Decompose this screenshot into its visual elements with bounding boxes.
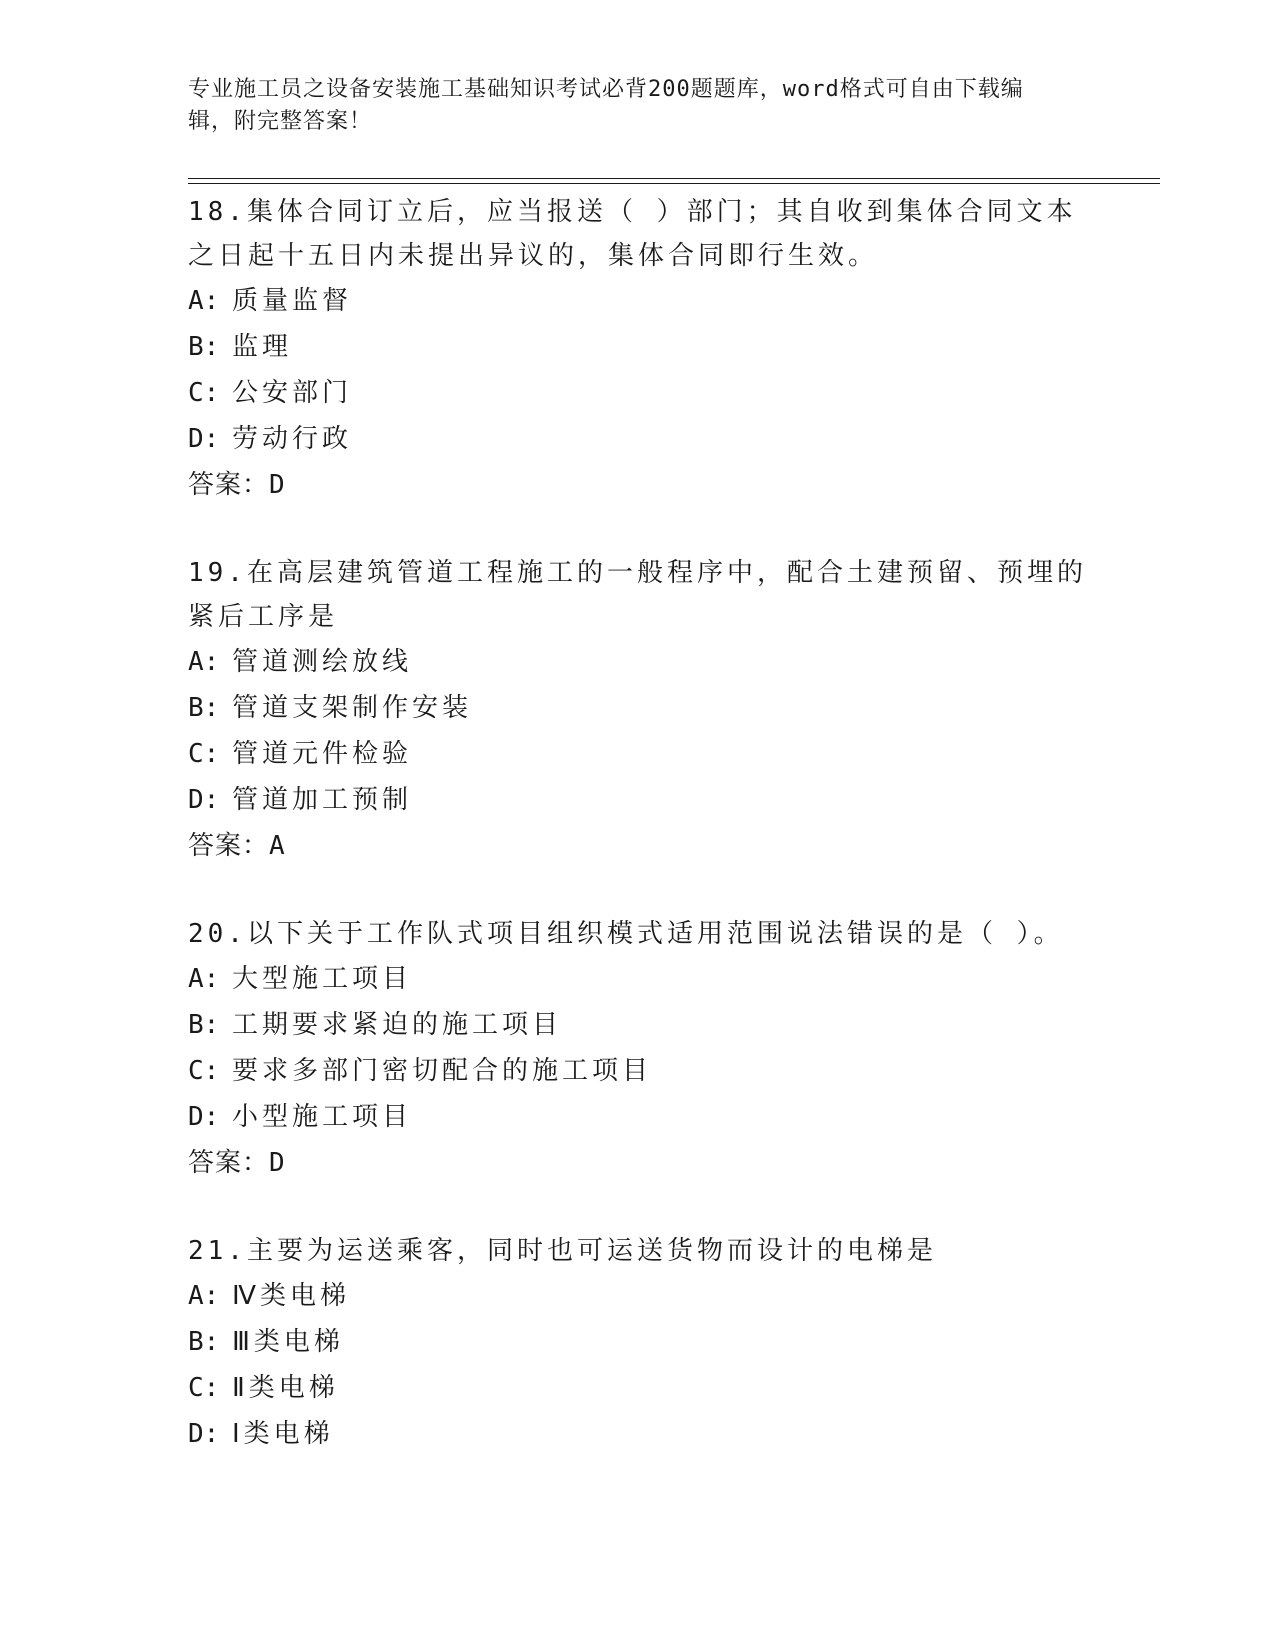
option-b: [188, 685, 1088, 731]
option-b: [188, 324, 1088, 370]
option-letter: C:: [188, 739, 220, 769]
answer-line: 答案：D: [188, 1148, 286, 1178]
answer-line: 答案：D: [188, 470, 286, 500]
option-d: [188, 777, 1088, 823]
option-letter: D:: [188, 1102, 220, 1132]
option-letter: D:: [188, 785, 220, 815]
option-d: [188, 416, 1088, 462]
question-text: 21.主要为运送乘客，同时也可运送货物而设计的电梯是: [188, 1236, 937, 1266]
question-18: [188, 190, 1088, 508]
question-19: [188, 551, 1088, 869]
option-text: 管道支架制作安装: [232, 693, 473, 723]
option-c: [188, 370, 1088, 416]
option-letter: A:: [188, 647, 220, 677]
question-text: 18.集体合同订立后，应当报送（ ）部门；其自收到集体合同文本之日起十五日内未提出异议的，集体合同即行生效。: [188, 197, 1077, 271]
option-text: Ⅱ类电梯: [232, 1373, 339, 1403]
option-a: [188, 278, 1088, 324]
option-text: 管道测绘放线: [232, 647, 413, 677]
option-text: 大型施工项目: [232, 964, 413, 994]
option-a: [188, 956, 1088, 1002]
option-text: Ⅳ类电梯: [232, 1281, 350, 1311]
option-letter: A:: [188, 964, 220, 994]
option-text: 小型施工项目: [232, 1102, 413, 1132]
option-text: Ⅰ类电梯: [232, 1419, 334, 1449]
option-text: 工期要求紧迫的施工项目: [232, 1010, 563, 1040]
option-c: [188, 731, 1088, 777]
option-text: 质量监督: [232, 286, 353, 316]
option-letter: C:: [188, 1373, 220, 1403]
option-text: 监理: [232, 332, 293, 362]
option-d: [188, 1411, 1088, 1457]
option-a: [188, 639, 1088, 685]
option-d: [188, 1094, 1088, 1140]
option-c: [188, 1365, 1088, 1411]
option-a: [188, 1273, 1088, 1319]
option-text: 劳动行政: [232, 424, 353, 454]
option-text: 公安部门: [232, 378, 353, 408]
question-text: 20.以下关于工作队式项目组织模式适用范围说法错误的是（ ）。: [188, 919, 1064, 949]
document-header: 专业施工员之设备安装施工基础知识考试必背200题题库，word格式可自由下载编辑，附完整答案！: [188, 77, 1024, 134]
option-text: 管道元件检验: [232, 739, 413, 769]
option-b: [188, 1319, 1088, 1365]
question-text: 19.在高层建筑管道工程施工的一般程序中，配合土建预留、预埋的紧后工序是: [188, 558, 1087, 632]
option-letter: B:: [188, 693, 220, 723]
option-letter: C:: [188, 378, 220, 408]
option-text: 管道加工预制: [232, 785, 413, 815]
option-letter: A:: [188, 1281, 220, 1311]
option-text: Ⅲ类电梯: [232, 1327, 344, 1357]
option-letter: B:: [188, 1010, 220, 1040]
option-letter: D:: [188, 1419, 220, 1449]
option-c: [188, 1048, 1088, 1094]
option-letter: B:: [188, 1327, 220, 1357]
answer-line: 答案：A: [188, 831, 286, 861]
option-letter: B:: [188, 332, 220, 362]
question-20: [188, 912, 1088, 1186]
option-letter: C:: [188, 1056, 220, 1086]
option-letter: D:: [188, 424, 220, 454]
header-divider-bottom: [188, 183, 1160, 184]
option-b: [188, 1002, 1088, 1048]
question-list: [188, 190, 1088, 1500]
option-letter: A:: [188, 286, 220, 316]
question-21: [188, 1229, 1088, 1457]
option-text: 要求多部门密切配合的施工项目: [232, 1056, 653, 1086]
header-divider-top: [188, 178, 1160, 179]
